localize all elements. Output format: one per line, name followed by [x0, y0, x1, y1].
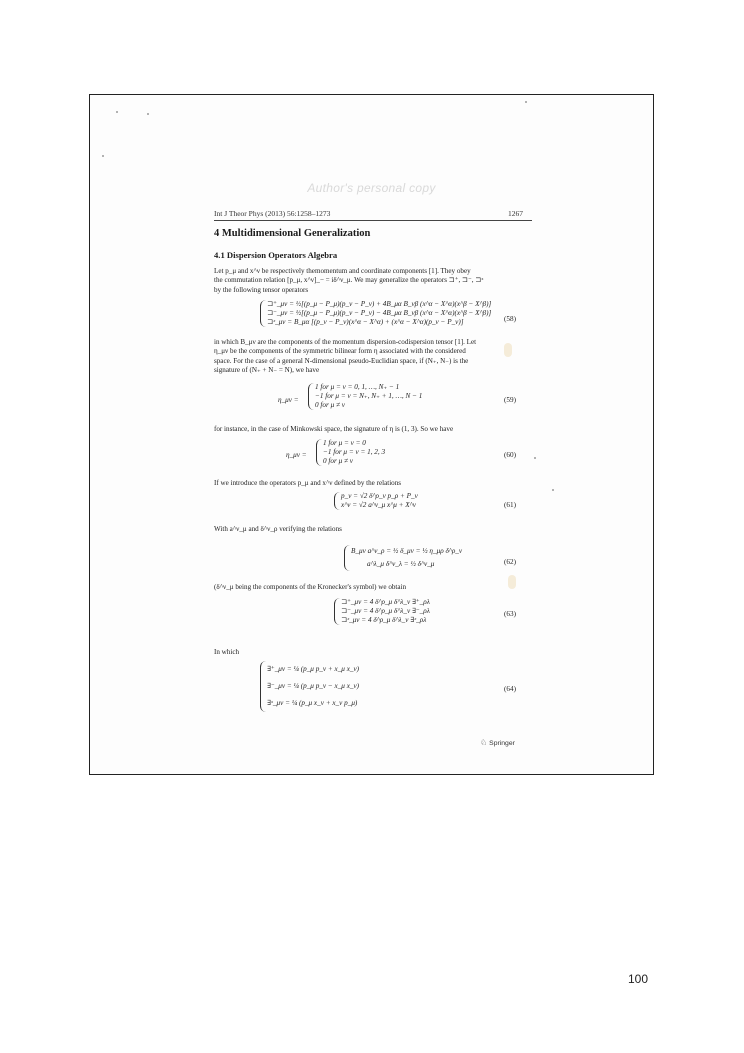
equation-line: ⊐⁻_μν = 4 δ^ρ_μ δ^λ_ν ∃⁻_ρλ [341, 607, 430, 616]
equation-line: ⊐⁺_μν = ½[(p_μ − P_μ)(p_ν − P_ν) + 4B_μα B_νβ (x^α − X^α)(x^β − X^β)] [267, 300, 492, 308]
equation-number: (59) [504, 396, 516, 404]
text-line: With a^ν_μ and δ^ν_ρ verifying the relations [214, 525, 342, 533]
equation-number: (61) [504, 501, 516, 509]
equation-line: ⊐ˣ_μν = B_μα [(p_ν − P_ν)(x^α − X^α) + (x^α − X^α)(p_ν − P_ν)] [267, 318, 464, 327]
publisher-logo [480, 738, 515, 747]
equation-number: (60) [504, 451, 516, 459]
equation-line: B_μν a^ν_ρ = ½ δ_μν = ½ η_μρ δ^ρ_ν [351, 547, 463, 555]
equation-63 [334, 598, 430, 625]
equation-line: ⊐ˣ_μν = 4 δ^ρ_μ δ^λ_ν ∃ˣ_ρλ [341, 616, 427, 625]
subsection-title: 4.1 Dispersion Operators Algebra [214, 250, 338, 260]
equation-line: x^ν = √2 a^ν_μ x^μ + X^ν [341, 501, 416, 510]
page-number: 100 [628, 972, 649, 986]
text-line: signature of (N₊ + N₋ = N), we have [214, 366, 320, 375]
equation-62 [344, 545, 462, 571]
equation-line: ∃ˣ_μν = ¼ (p_μ x_ν + x_ν p_μ) [267, 699, 358, 707]
scan-speck [102, 155, 104, 157]
scan-speck [525, 101, 527, 103]
journal-page-number: 1267 [508, 209, 523, 218]
text-line: for instance, in the case of Minkowski space, the signature of η is (1, 3). So we have [214, 425, 454, 433]
text-line: If we introduce the operators p_μ and x^ν defined by the relations [214, 479, 402, 487]
running-head: Int J Theor Phys (2013) 56:1258–1273 [214, 209, 331, 218]
section-title: 4 Multidimensional Generalization [214, 228, 371, 239]
publisher-name: Springer [489, 740, 515, 747]
equation-lhs: η_μν = [278, 396, 299, 404]
paragraph-with [214, 525, 534, 534]
scanned-page-frame [89, 94, 654, 775]
equation-number: (64) [504, 685, 516, 693]
text-line: Let p_μ and x^ν be respectively themomentum and coordinate components [1]. They obey [214, 267, 471, 275]
equation-line: 1 for μ = ν = 0, 1, …, N₊ − 1 [315, 383, 400, 391]
equation-line: 1 for μ = ν = 0 [323, 439, 366, 447]
paragraph-in-which [214, 648, 534, 657]
equation-line: 0 for μ ≠ ν [315, 401, 345, 410]
paragraph-minkowski [214, 425, 534, 434]
watermark: Author's personal copy [307, 181, 436, 195]
equation-line: p_ν = √2 δ^ρ_ν p_ρ + P_ν [341, 492, 418, 500]
equation-line: ⊐⁻_μν = ½[(p_μ − P_μ)(p_ν − P_ν) − 4B_μα B_νβ (x^α − X^α)(x^β − X^β)] [267, 309, 492, 318]
equation-line: ∃⁻_μν = ¼ (p_μ p_ν − x_μ x_ν) [267, 682, 360, 690]
text-line: by the following tensor operators [214, 285, 309, 294]
equation-number: (62) [504, 558, 516, 566]
equation-line: −1 for μ = ν = N₊, N₊ + 1, …, N − 1 [315, 392, 423, 401]
springer-horse-icon: ♘ [480, 738, 488, 747]
equation-61 [334, 492, 418, 510]
header-rule [214, 220, 532, 221]
equation-number: (63) [504, 610, 516, 618]
scan-speck [534, 457, 536, 459]
scanned-page [90, 95, 653, 774]
equation-line: a^λ_μ δ^ν_λ = ½ δ^ν_μ [367, 560, 435, 568]
paragraph-kronecker [214, 583, 534, 592]
equation-line: −1 for μ = ν = 1, 2, 3 [323, 448, 386, 457]
equation-line: ⊐⁺_μν = 4 δ^ρ_μ δ^λ_ν ∃⁺_ρλ [341, 598, 430, 606]
text-line: in which B_μν are the components of the momentum dispersion-codispersion tensor [1]. Let [214, 338, 477, 346]
equation-59 [308, 383, 422, 410]
equation-60 [316, 439, 385, 466]
text-line: (δ^ν_μ being the components of the Kronecker's symbol) we obtain [214, 583, 407, 591]
scan-speck [116, 111, 118, 113]
paragraph-operators [214, 479, 534, 488]
equation-line: 0 for μ ≠ ν [323, 457, 353, 466]
paragraph-intro [214, 267, 534, 295]
text-line: η_μν be the components of the symmetric bilinear form η associated with the considered [214, 347, 466, 356]
equation-line: ∃⁺_μν = ¼ (p_μ p_ν + x_μ x_ν) [267, 665, 360, 673]
text-line: the commutation relation [p_μ, x^ν]_− = iδ^ν_μ. We may generalize the operators ⊐⁺, ⊐⁻, ⊐ˣ [214, 276, 484, 285]
equation-58 [260, 300, 491, 327]
equation-lhs: η_μν = [286, 451, 307, 459]
scan-speck [147, 113, 149, 115]
paragraph-tensor [214, 338, 534, 376]
text-line: space. For the case of a general N-dimensional pseudo-Euclidian space, if (N₊, N₋) is the [214, 356, 469, 365]
text-line: In which [214, 648, 240, 656]
scan-speck [552, 489, 554, 491]
equation-64 [260, 661, 359, 712]
equation-number: (58) [504, 315, 516, 323]
